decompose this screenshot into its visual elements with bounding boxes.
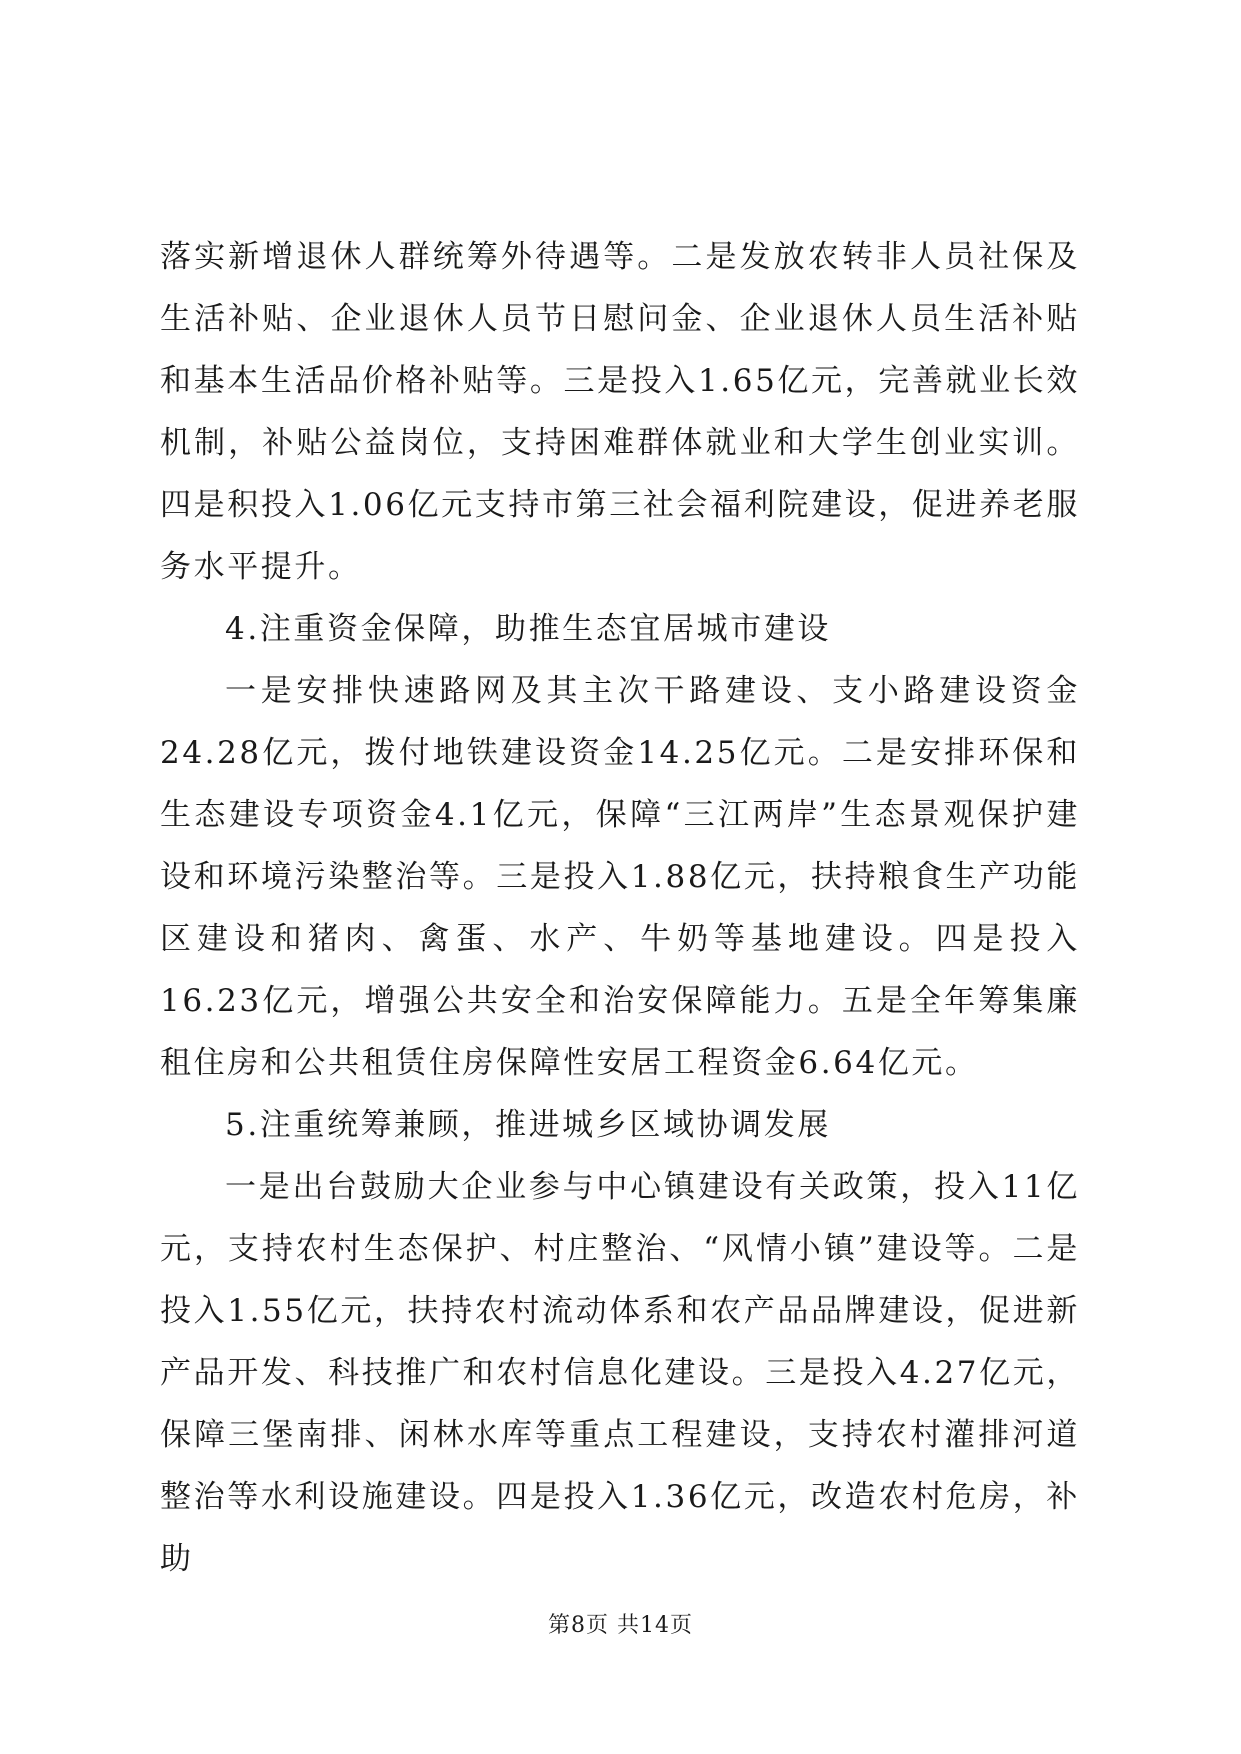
paragraph-continuation: 落实新增退休人群统筹外待遇等。二是发放农转非人员社保及生活补贴、企业退休人员节日慰问金、企业退休人员生活补贴和基本生活品价格补贴等。三是投入1.65亿元，完善就业长效机制，补贴公益岗位，支持困难群体就业和大学生创业实训。四是积投入1.06亿元支持市第三社会福利院建设，促进养老服务水平提升。 xyxy=(160,239,1080,585)
paragraph-section-5: 一是出台鼓励大企业参与中心镇建设有关政策，投入11亿元，支持农村生态保护、村庄整治、“风情小镇”建设等。二是投入1.55亿元，扶持农村流动体系和农产品品牌建设，促进新产品开发、科技推广和农村信息化建设。三是投入4.27亿元，保障三堡南排、闲林水库等重点工程建设，支持农村灌排河道整治等水利设施建设。四是投入1.36亿元，改造农村危房，补助 xyxy=(160,1169,1080,1577)
section-heading-5: 5.注重统筹兼顾，推进城乡区域协调发展 xyxy=(225,1107,831,1143)
section-heading-4: 4.注重资金保障，助推生态宜居城市建设 xyxy=(225,611,831,647)
paragraph-section-4: 一是安排快速路网及其主次干路建设、支小路建设资金24.28亿元，拨付地铁建设资金14.25亿元。二是安排环保和生态建设专项资金4.1亿元，保障“三江两岸”生态景观保护建设和环境污染整治等。三是投入1.88亿元，扶持粮食生产功能区建设和猪肉、禽蛋、水产、牛奶等基地建设。四是投入16.23亿元，增强公共安全和治安保障能力。五是全年筹集廉租住房和公共租赁住房保障性安居工程资金6.64亿元。 xyxy=(160,673,1080,1081)
page-body xyxy=(160,226,1080,1590)
page-number-footer: 第8页 共14页 xyxy=(548,1613,693,1638)
